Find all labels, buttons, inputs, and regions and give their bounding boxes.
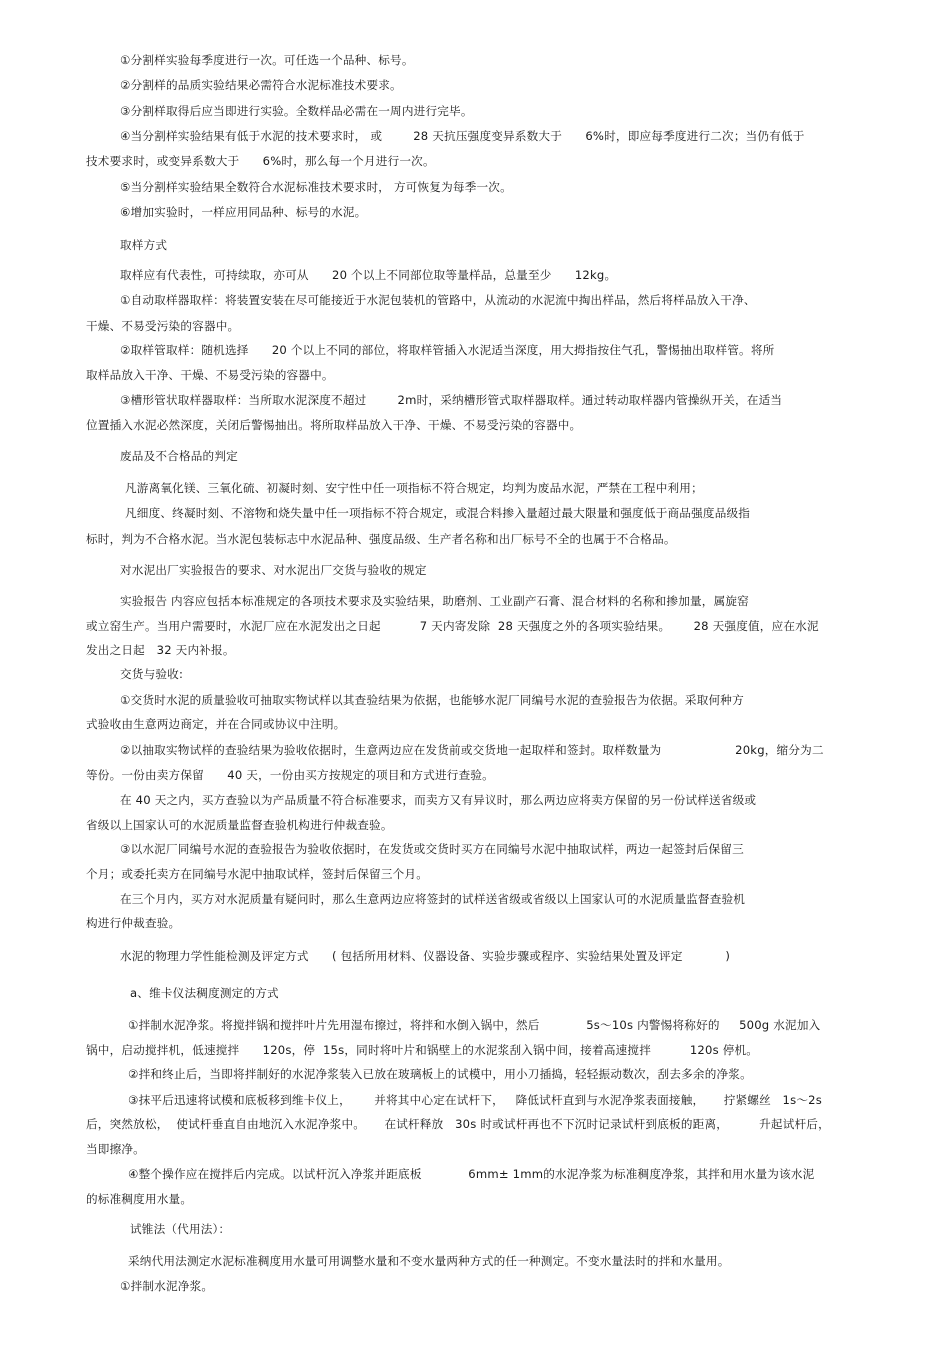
text-line: ②以抽取实物试样的查验结果为验收依据时，生意两边应在发货前或交货地一起取样和签封。取样数量为 20kg，缩分为二 (120, 743, 824, 757)
text-line: ②拌和终止后，当即将拌制好的水泥净浆装入已放在玻璃板上的试模中，用小刀插捣，轻轻振动数次，刮去多余的净浆。 (128, 1067, 752, 1081)
text-line: ②取样管取样：随机选择 20 个以上不同的部位，将取样管插入水泥适当深度，用大拇指按住气孔，警惕抽出取样管。将所 (120, 343, 775, 357)
text-line: ③抹平后迅速将试模和底板移到维卡仪上， 并将其中心定在试杆下， 降低试杆直到与水泥净浆表面接触， 拧紧螺丝 1s～2s (128, 1093, 822, 1107)
text-line: 在三个月内，买方对水泥质量有疑问时，那么生意两边应将签封的试样送省级或省级以上国家认可的水泥质量监督查验机 (120, 892, 746, 906)
section-heading: 试锥法（代用法）： (130, 1222, 231, 1236)
text-line: 标时，判为不合格水泥。当水泥包装标志中水泥品种、强度品级、生产者名称和出厂标号不全的也属于不合格品。 (86, 532, 676, 546)
text-line: 或立窑生产。当用户需要时，水泥厂应在水泥发出之日起 7 天内寄发除 28 天强度之外的各项实验结果。 28 天强度值，应在水泥 (86, 619, 819, 633)
text-line: ①自动取样器取样：将装置安装在尽可能接近于水泥包装机的管路中，从流动的水泥流中掏出样品，然后将样品放入干净、 (120, 293, 756, 307)
text-line: 在 40 天之内，买方查验以为产品质量不符合标准要求，而卖方又有异议时，那么两边应将卖方保留的另一份试样送省级或 (120, 793, 757, 807)
text-line: 凡细度、终凝时刻、不溶物和烧失量中任一项指标不符合规定，或混合料掺入量超过最大限量和强度低于商品强度品级指 (125, 506, 751, 520)
text-line: ④当分割样实验结果有低于水泥的技术要求时， 或 28 天抗压强度变异系数大于 6%时，即应每季度进行二次；当仍有低于 (120, 129, 805, 143)
section-heading: 对水泥出厂实验报告的要求、对水泥出厂交货与验收的规定 (120, 563, 427, 577)
section-heading: 交货与验收: (120, 667, 184, 681)
text-line: 省级以上国家认可的水泥质量监督查验机构进行仲裁查验。 (86, 818, 393, 832)
text-line: ①分割样实验每季度进行一次。可任选一个品种、标号。 (120, 53, 414, 67)
text-line: ④整个操作应在搅拌后内完成。以试杆沉入净浆并距底板 6mm± 1mm的水泥净浆为标准稠度净浆，其拌和用水量为该水泥 (128, 1167, 815, 1181)
section-heading: 取样方式 (120, 238, 168, 252)
text-line: ③分割样取得后应当即进行实验。全数样品必需在一周内进行完毕。 (120, 104, 473, 118)
text-line: 发出之日起 32 天内补报。 (86, 643, 235, 657)
text-line: 个月；或委托卖方在同编号水泥中抽取试样，签封后保留三个月。 (86, 867, 429, 881)
text-line: 凡游离氧化镁、三氧化硫、初凝时刻、安宁性中任一项指标不符合规定，均判为废品水泥，严禁在工程中利用； (125, 481, 703, 495)
text-line: ①交货时水泥的质量验收可抽取实物试样以其查验结果为依据，也能够水泥厂同编号水泥的查验报告为依据。采取何种方 (120, 693, 744, 707)
text-line: ⑥增加实验时，一样应用同品种、标号的水泥。 (120, 205, 367, 219)
section-heading: 废品及不合格品的判定 (120, 449, 238, 463)
text-line: ③槽形管状取样器取样：当所取水泥深度不超过 2m时，采纳槽形管式取样器取样。通过转动取样器内管操纵开关，在适当 (120, 393, 783, 407)
text-line: ③以水泥厂同编号水泥的查验报告为验收依据时，在发货或交货时买方在同编号水泥中抽取试样，两边一起签封后保留三 (120, 842, 744, 856)
text-line: 等份。一份由卖方保留 40 天，一份由买方按规定的项目和方式进行查验。 (86, 768, 494, 782)
text-line: ①拌制水泥净浆。 (120, 1279, 214, 1293)
text-line: 位置插入水泥必然深度，关闭后警惕抽出。将所取样品放入干净、干燥、不易受污染的容器中。 (86, 418, 582, 432)
text-line: 取样品放入干净、干燥、不易受污染的容器中。 (86, 368, 334, 382)
text-line: ⑤当分割样实验结果全数符合水泥标准技术要求时， 方可恢复为每季一次。 (120, 180, 512, 194)
text-line: 干燥、不易受污染的容器中。 (86, 319, 240, 333)
text-line: 锅中，启动搅拌机，低速搅拌 120s，停 15s，同时将叶片和锅壁上的水泥浆刮入锅中间，接着高速搅拌 120s 停机。 (86, 1043, 759, 1057)
text-line: 构进行仲裁查验。 (86, 916, 181, 930)
text-line: 式验收由生意两边商定，并在合同或协议中注明。 (86, 717, 346, 731)
text-line: ①拌制水泥净浆。将搅拌锅和搅拌叶片先用湿布擦过，将拌和水倒入锅中，然后 5s～10s 内警惕将称好的 500g 水泥加入 (128, 1018, 821, 1032)
section-heading: 水泥的物理力学性能检测及评定方式 ( 包括所用材料、仪器设备、实验步骤或程序、实验结果处置及评定 ) (120, 949, 731, 963)
text-line: 取样应有代表性，可持续取，亦可从 20 个以上不同部位取等量样品，总量至少 12kg。 (120, 268, 617, 282)
text-line: 采纳代用法测定水泥标准稠度用水量可用调整水量和不变水量两种方式的任一种测定。不变水量法时的拌和水量用。 (128, 1254, 730, 1268)
text-line: 技术要求时，或变异系数大于 6%时，那么每一个月进行一次。 (86, 154, 435, 168)
text-line: ②分割样的品质实验结果必需符合水泥标准技术要求。 (120, 78, 402, 92)
section-heading: a、维卡仪法稠度测定的方式 (130, 986, 279, 1000)
text-line: 实验报告 内容应包括本标准规定的各项技术要求及实验结果，助磨剂、工业副产石膏、混合材料的名称和掺加量，属旋窑 (120, 594, 749, 608)
text-line: 的标准稠度用水量。 (86, 1192, 193, 1206)
text-line: 当即擦净。 (86, 1142, 145, 1156)
text-line: 后，突然放松， 使试杆垂直自由地沉入水泥净浆中。 在试杆释放 30s 时或试杆再也不下沉时记录试杆到底板的距离， 升起试杆后， (86, 1117, 830, 1131)
